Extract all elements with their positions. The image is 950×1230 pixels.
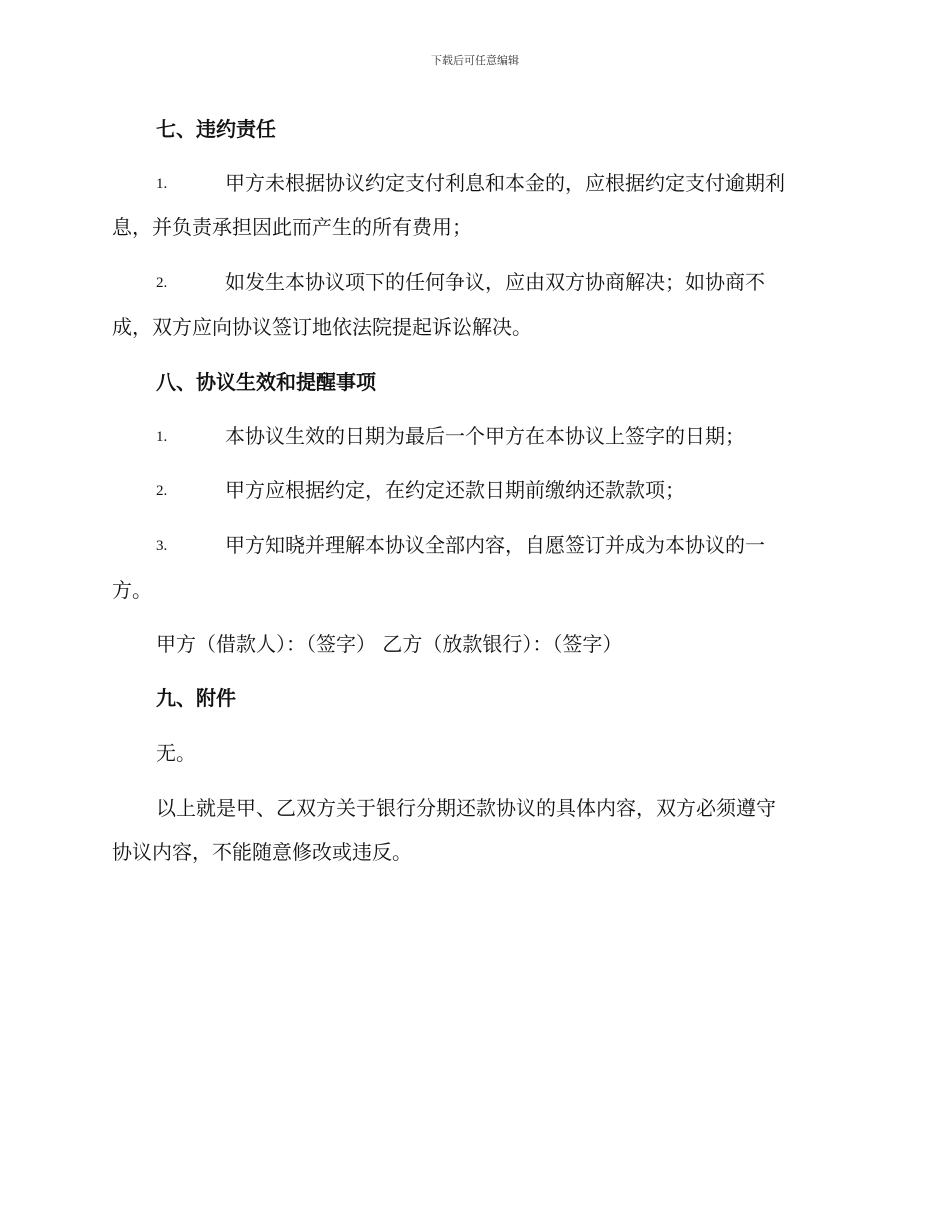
section-8-item-1-line-1: 本协议生效的日期为最后一个甲方在本协议上签字的日期； bbox=[225, 424, 745, 448]
closing-line-1: 以上就是甲、乙双方关于银行分期还款协议的具体内容，双方必须遵守 bbox=[156, 796, 776, 820]
section-7-item-1-line-1: 甲方未根据协议约定支付利息和本金的，应根据约定支付逾期利 bbox=[225, 171, 785, 195]
section-8-item-2-line-1: 甲方应根据约定，在约定还款日期前缴纳还款款项； bbox=[225, 478, 685, 502]
section-8-item-2-number: 2. bbox=[156, 483, 168, 499]
page-header: 下载后可任意编辑 bbox=[431, 54, 519, 67]
section-8-title: 八、协议生效和提醒事项 bbox=[156, 370, 376, 394]
section-9-body: 无。 bbox=[156, 741, 196, 765]
section-8-item-3-number: 3. bbox=[156, 538, 168, 554]
section-8-item-3-line-1: 甲方知晓并理解本协议全部内容，自愿签订并成为本协议的一 bbox=[225, 533, 765, 557]
section-9-title: 九、附件 bbox=[156, 686, 236, 710]
section-8-item-1-number: 1. bbox=[156, 429, 168, 445]
section-7-item-2-line-2: 成，双方应向协议签订地依法院提起诉讼解决。 bbox=[112, 315, 532, 339]
section-7-title: 七、违约责任 bbox=[156, 117, 276, 141]
signature-line: 甲方（借款人）：（签字） 乙方（放款银行）：（签字） bbox=[156, 632, 623, 656]
section-7-item-2-number: 2. bbox=[156, 275, 168, 291]
closing-line-2: 协议内容，不能随意修改或违反。 bbox=[112, 840, 412, 864]
section-8-item-3-line-2: 方。 bbox=[112, 578, 152, 602]
section-7-item-1-number: 1. bbox=[156, 176, 168, 192]
section-7-item-1-line-2: 息，并负责承担因此而产生的所有费用； bbox=[112, 215, 472, 239]
section-7-item-2-line-1: 如发生本协议项下的任何争议，应由双方协商解决；如协商不 bbox=[225, 270, 765, 294]
